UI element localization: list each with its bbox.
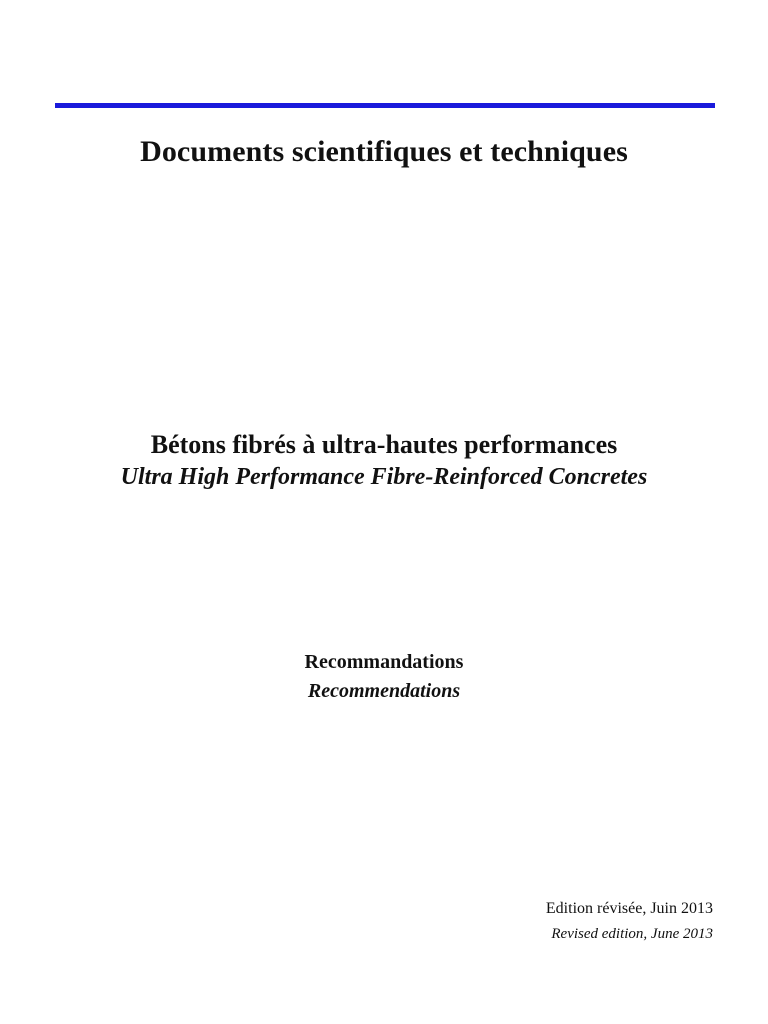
- main-title-en: Ultra High Performance Fibre-Reinforced Concretes: [120, 464, 648, 490]
- edition-en: Revised edition, June 2013: [551, 926, 713, 942]
- top-rule: [55, 103, 715, 108]
- subtitle-en: Recommendations: [307, 680, 461, 702]
- subtitle-fr: Recommandations: [304, 651, 464, 673]
- main-title-fr: Bétons fibrés à ultra-hautes performances: [150, 430, 618, 459]
- edition-fr: Edition révisée, Juin 2013: [545, 900, 713, 917]
- series-title: Documents scientifiques et techniques: [140, 135, 628, 168]
